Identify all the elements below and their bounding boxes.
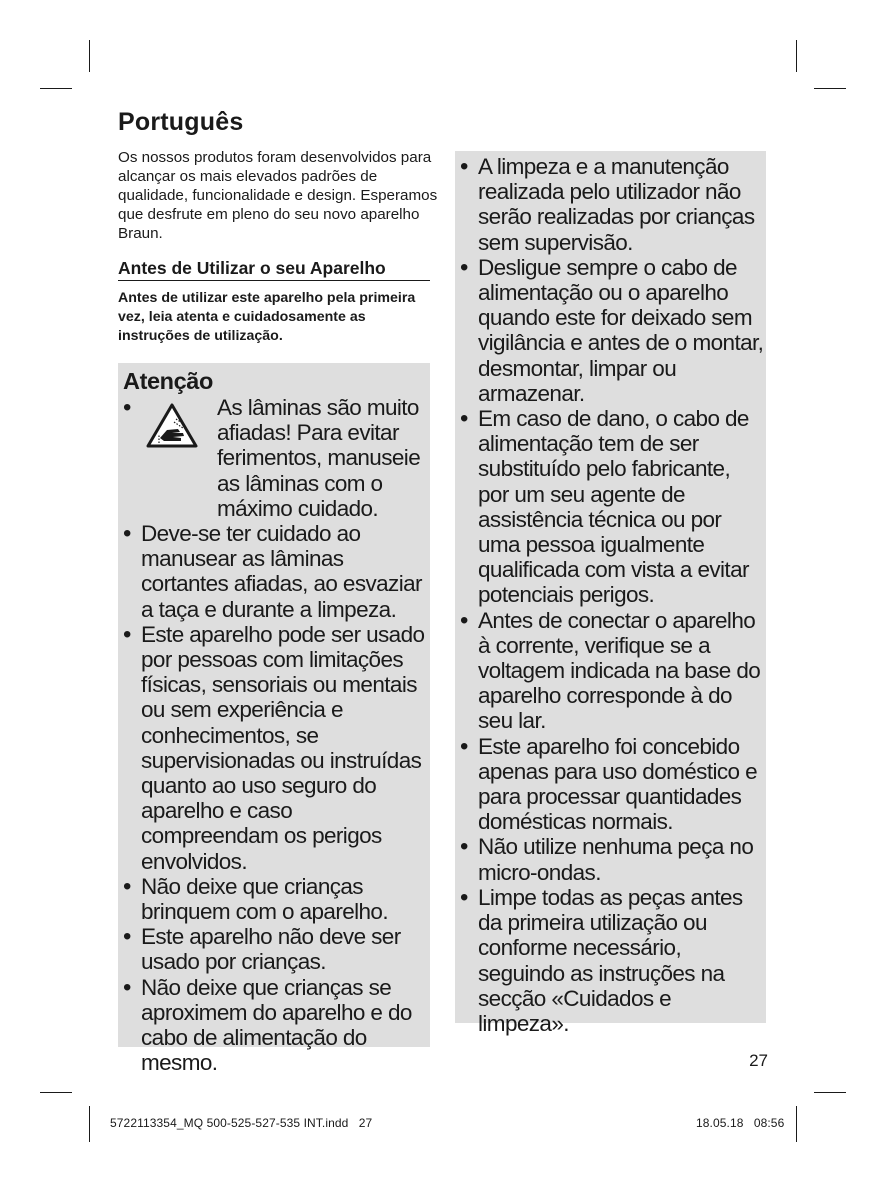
list-item: • Não utilize nenhuma peça no micro-ondas. xyxy=(460,834,764,884)
warning-box-right xyxy=(455,151,766,1036)
page-title: Português xyxy=(118,108,244,136)
list-item: • Este aparelho pode ser usado por pessoas com limitações físicas, sensoriais ou mentais ou sem experiência e conhecimentos, se supervisionadas ou instruídas quanto ao uso seguro do aparelho e caso compreendam os perigos envolvidos. xyxy=(123,622,426,874)
warning-box-left xyxy=(118,363,430,1076)
list-item: • Em caso de dano, o cabo de alimentação tem de ser substituído pelo fabricante, por um seu agente de assistência técnica ou por uma pessoa igualmente qualificada com vista a evitar potenciais perigos. xyxy=(460,406,764,608)
warning-list-left xyxy=(123,395,426,1075)
warning-list-right xyxy=(460,154,764,1036)
list-item: • Desligue sempre o cabo de alimentação ou o aparelho quando este for deixado sem vigilância e antes de o montar, desmontar, limpar ou armazenar. xyxy=(460,255,764,406)
footer-date: 18.05.18 08:56 xyxy=(696,1116,785,1130)
list-item-text: • As lâminas são muito afiadas! Para evitar ferimentos, manuseie as lâminas com o máximo cuidado. xyxy=(217,395,421,521)
footer-file-info: 5722113354_MQ 500-525-527-535 INT.indd 27 xyxy=(110,1116,373,1130)
crop-mark xyxy=(814,88,846,89)
list-item: • Este aparelho foi concebido apenas para uso doméstico e para processar quantidades domésticas normais. xyxy=(460,734,764,835)
crop-mark xyxy=(814,1092,846,1093)
list-item: • Antes de conectar o aparelho à corrente, verifique se a voltagem indicada na base do aparelho corresponde à do seu lar. xyxy=(460,608,764,734)
page-number: 27 xyxy=(749,1051,768,1070)
list-item: • Deve-se ter cuidado ao manusear as lâminas cortantes afiadas, ao esvaziar a taça e durante a limpeza. xyxy=(123,521,426,622)
section-heading: Antes de Utilizar o seu Aparelho xyxy=(118,257,430,281)
crop-mark xyxy=(796,1106,797,1142)
list-item: • Não deixe que crianças se aproximem do aparelho e do cabo de alimentação do mesmo. xyxy=(123,975,426,1076)
list-item: • Não deixe que crianças brinquem com o aparelho. xyxy=(123,874,426,924)
intro-paragraph: Os nossos produtos foram desenvolvidos para alcançar os mais elevados padrões de qualidade, funcionalidade e design. Esperamos que desfrute em pleno do seu novo aparelho Braun. xyxy=(118,149,438,242)
crop-mark xyxy=(40,88,72,89)
crop-mark xyxy=(89,1106,90,1142)
list-item: • A limpeza e a manutenção realizada pelo utilizador não serão realizadas por crianças sem supervisão. xyxy=(460,154,764,255)
crop-mark xyxy=(796,40,797,72)
list-item: • Este aparelho não deve ser usado por crianças. xyxy=(123,924,426,974)
pre-use-note: Antes de utilizar este aparelho pela primeira vez, leia atenta e cuidadosamente as instruções de utilização. xyxy=(118,290,416,344)
list-item: • Limpe todas as peças antes da primeira utilização ou conforme necessário, seguindo as instruções na secção «Cuidados e limpeza». xyxy=(460,885,764,1036)
list-item xyxy=(123,395,426,521)
hand-blade-warning-icon xyxy=(145,402,199,450)
warning-heading: Atenção xyxy=(123,368,213,394)
crop-mark xyxy=(40,1092,72,1093)
crop-mark xyxy=(89,40,90,72)
